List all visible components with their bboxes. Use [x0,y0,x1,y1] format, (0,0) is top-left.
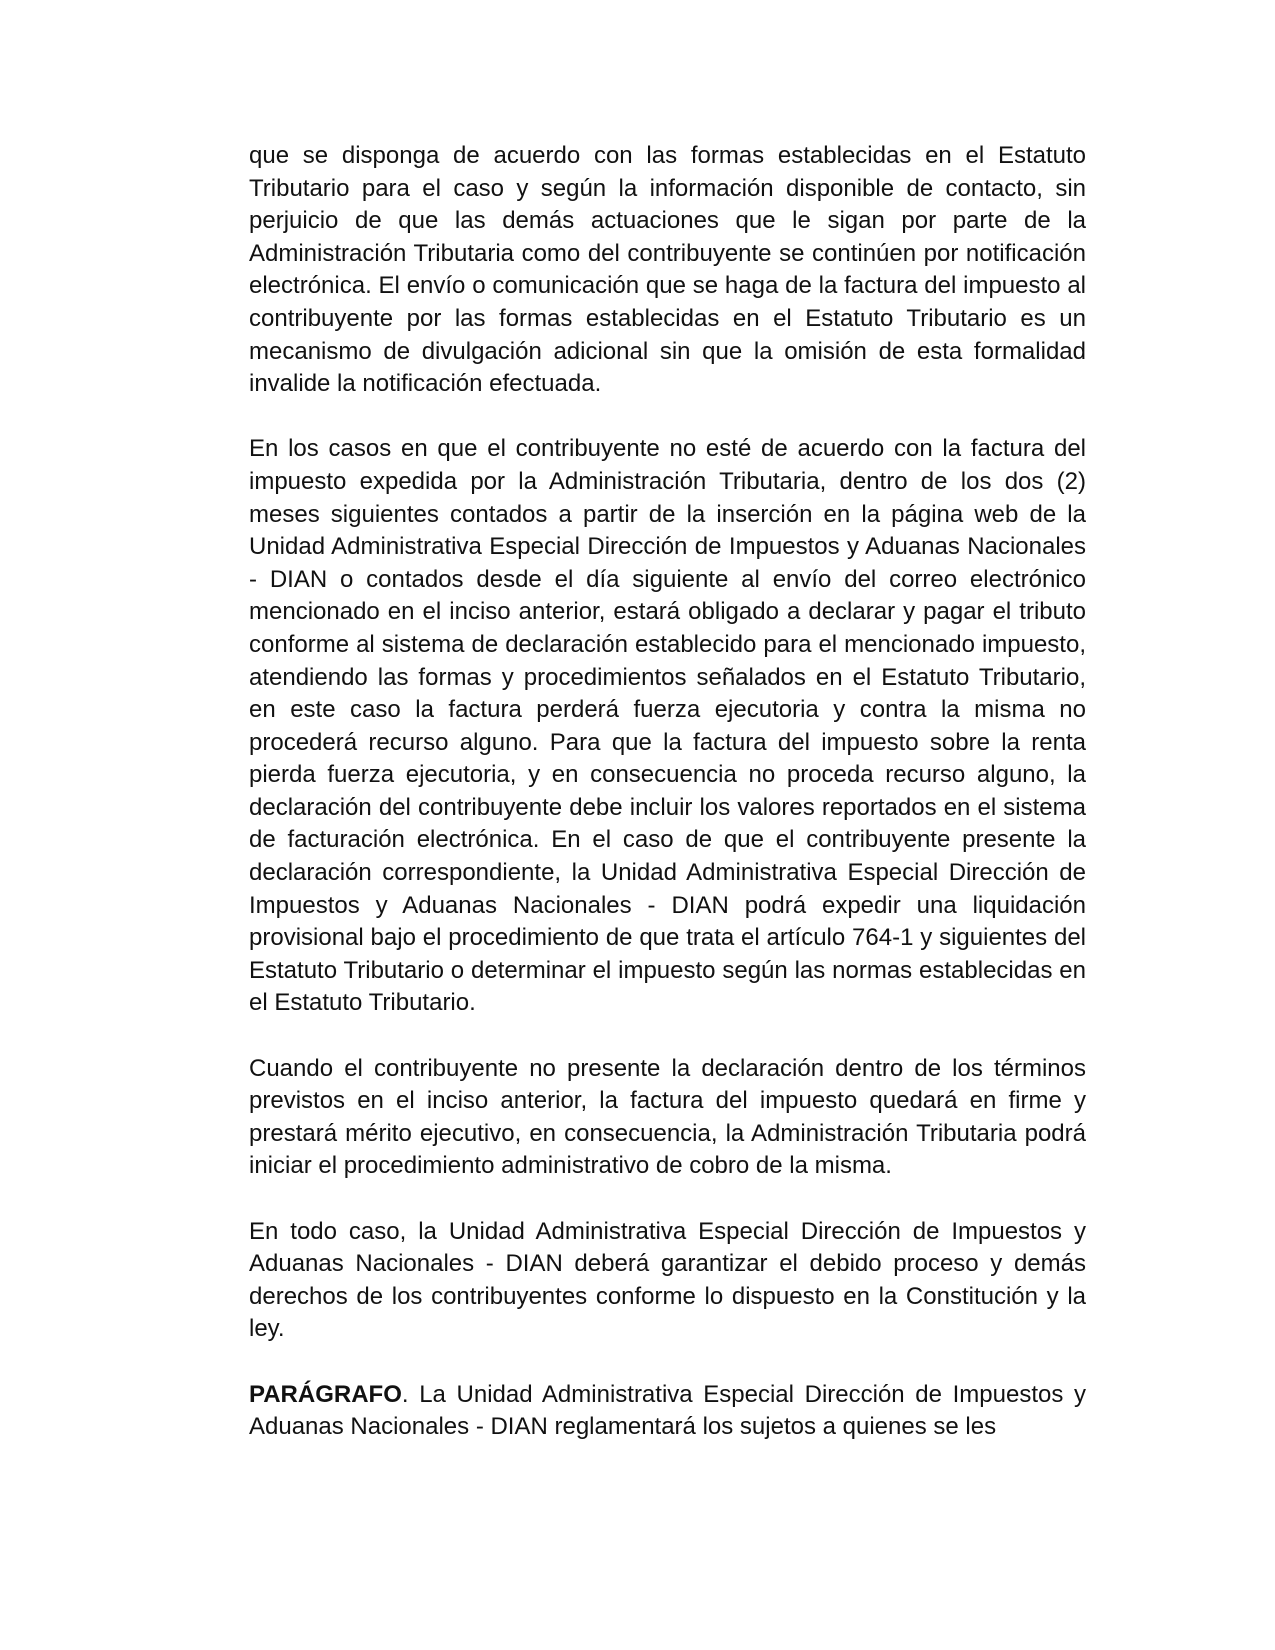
document-page [249,140,1086,1444]
paragrafo-text: . La Unidad Administrativa Especial Dirección de Impuestos y Aduanas Nacionales - DIAN reglamentará los sujetos a quienes se les [249,1380,1086,1441]
paragraph-no-presentacion: Cuando el contribuyente no presente la declaración dentro de los términos previstos en el inciso anterior, la factura del impuesto quedará en firme y prestará mérito ejecutivo, en consecuencia, la Administración Tributaria podrá iniciar el procedimiento administrativo de cobro de la misma. [249,1054,1086,1180]
paragraph-desacuerdo-factura: En los casos en que el contribuyente no esté de acuerdo con la factura del impuesto expedida por la Administración Tributaria, dentro de los dos (2) meses siguientes contados a partir de la inserción en la página web de la Unidad Administrativa Especial Dirección de Impuestos y Aduanas Nacionales - DIAN o contados desde el día siguiente al envío del correo electrónico mencionado en el inciso anterior, estará obligado a declarar y pagar el tributo conforme al sistema de declaración establecido para el mencionado impuesto, atendiendo las formas y procedimientos señalados en el Estatuto Tributario, en este caso la factura perderá fuerza ejecutoria y contra la misma no procederá recurso alguno. Para que la factura del impuesto sobre la renta pierda fuerza ejecutoria, y en consecuencia no proceda recurso alguno, la declaración del contribuyente debe incluir los valores reportados en el sistema de facturación electrónica. En el caso de que el contribuyente presente la declaración correspondiente, la Unidad Administrativa Especial Dirección de Impuestos y Aduanas Nacionales - DIAN podrá expedir una liquidación provisional bajo el procedimiento de que trata el artículo 764-1 y siguientes del Estatuto Tributario o determinar el impuesto según las normas establecidas en el Estatuto Tributario. [249,435,1086,1017]
paragraph-paragrafo [249,1379,1086,1444]
paragrafo-label: PARÁGRAFO [249,1380,402,1408]
paragraph-notificacion: que se disponga de acuerdo con las formas establecidas en el Estatuto Tributario para el caso y según la información disponible de contacto, sin perjuicio de que las demás actuaciones que le sigan por parte de la Administración Tributaria como del contribuyente se continúen por notificación electrónica. El envío o comunicación que se haga de la factura del impuesto al contribuyente por las formas establecidas en el Estatuto Tributario es un mecanismo de divulgación adicional sin que la omisión de esta formalidad invalide la notificación efectuada. [249,142,1086,398]
paragraph-debido-proceso: En todo caso, la Unidad Administrativa Especial Dirección de Impuestos y Aduanas Nacionales - DIAN deberá garantizar el debido proceso y demás derechos de los contribuyentes conforme lo dispuesto en la Constitución y la ley. [249,1217,1086,1343]
